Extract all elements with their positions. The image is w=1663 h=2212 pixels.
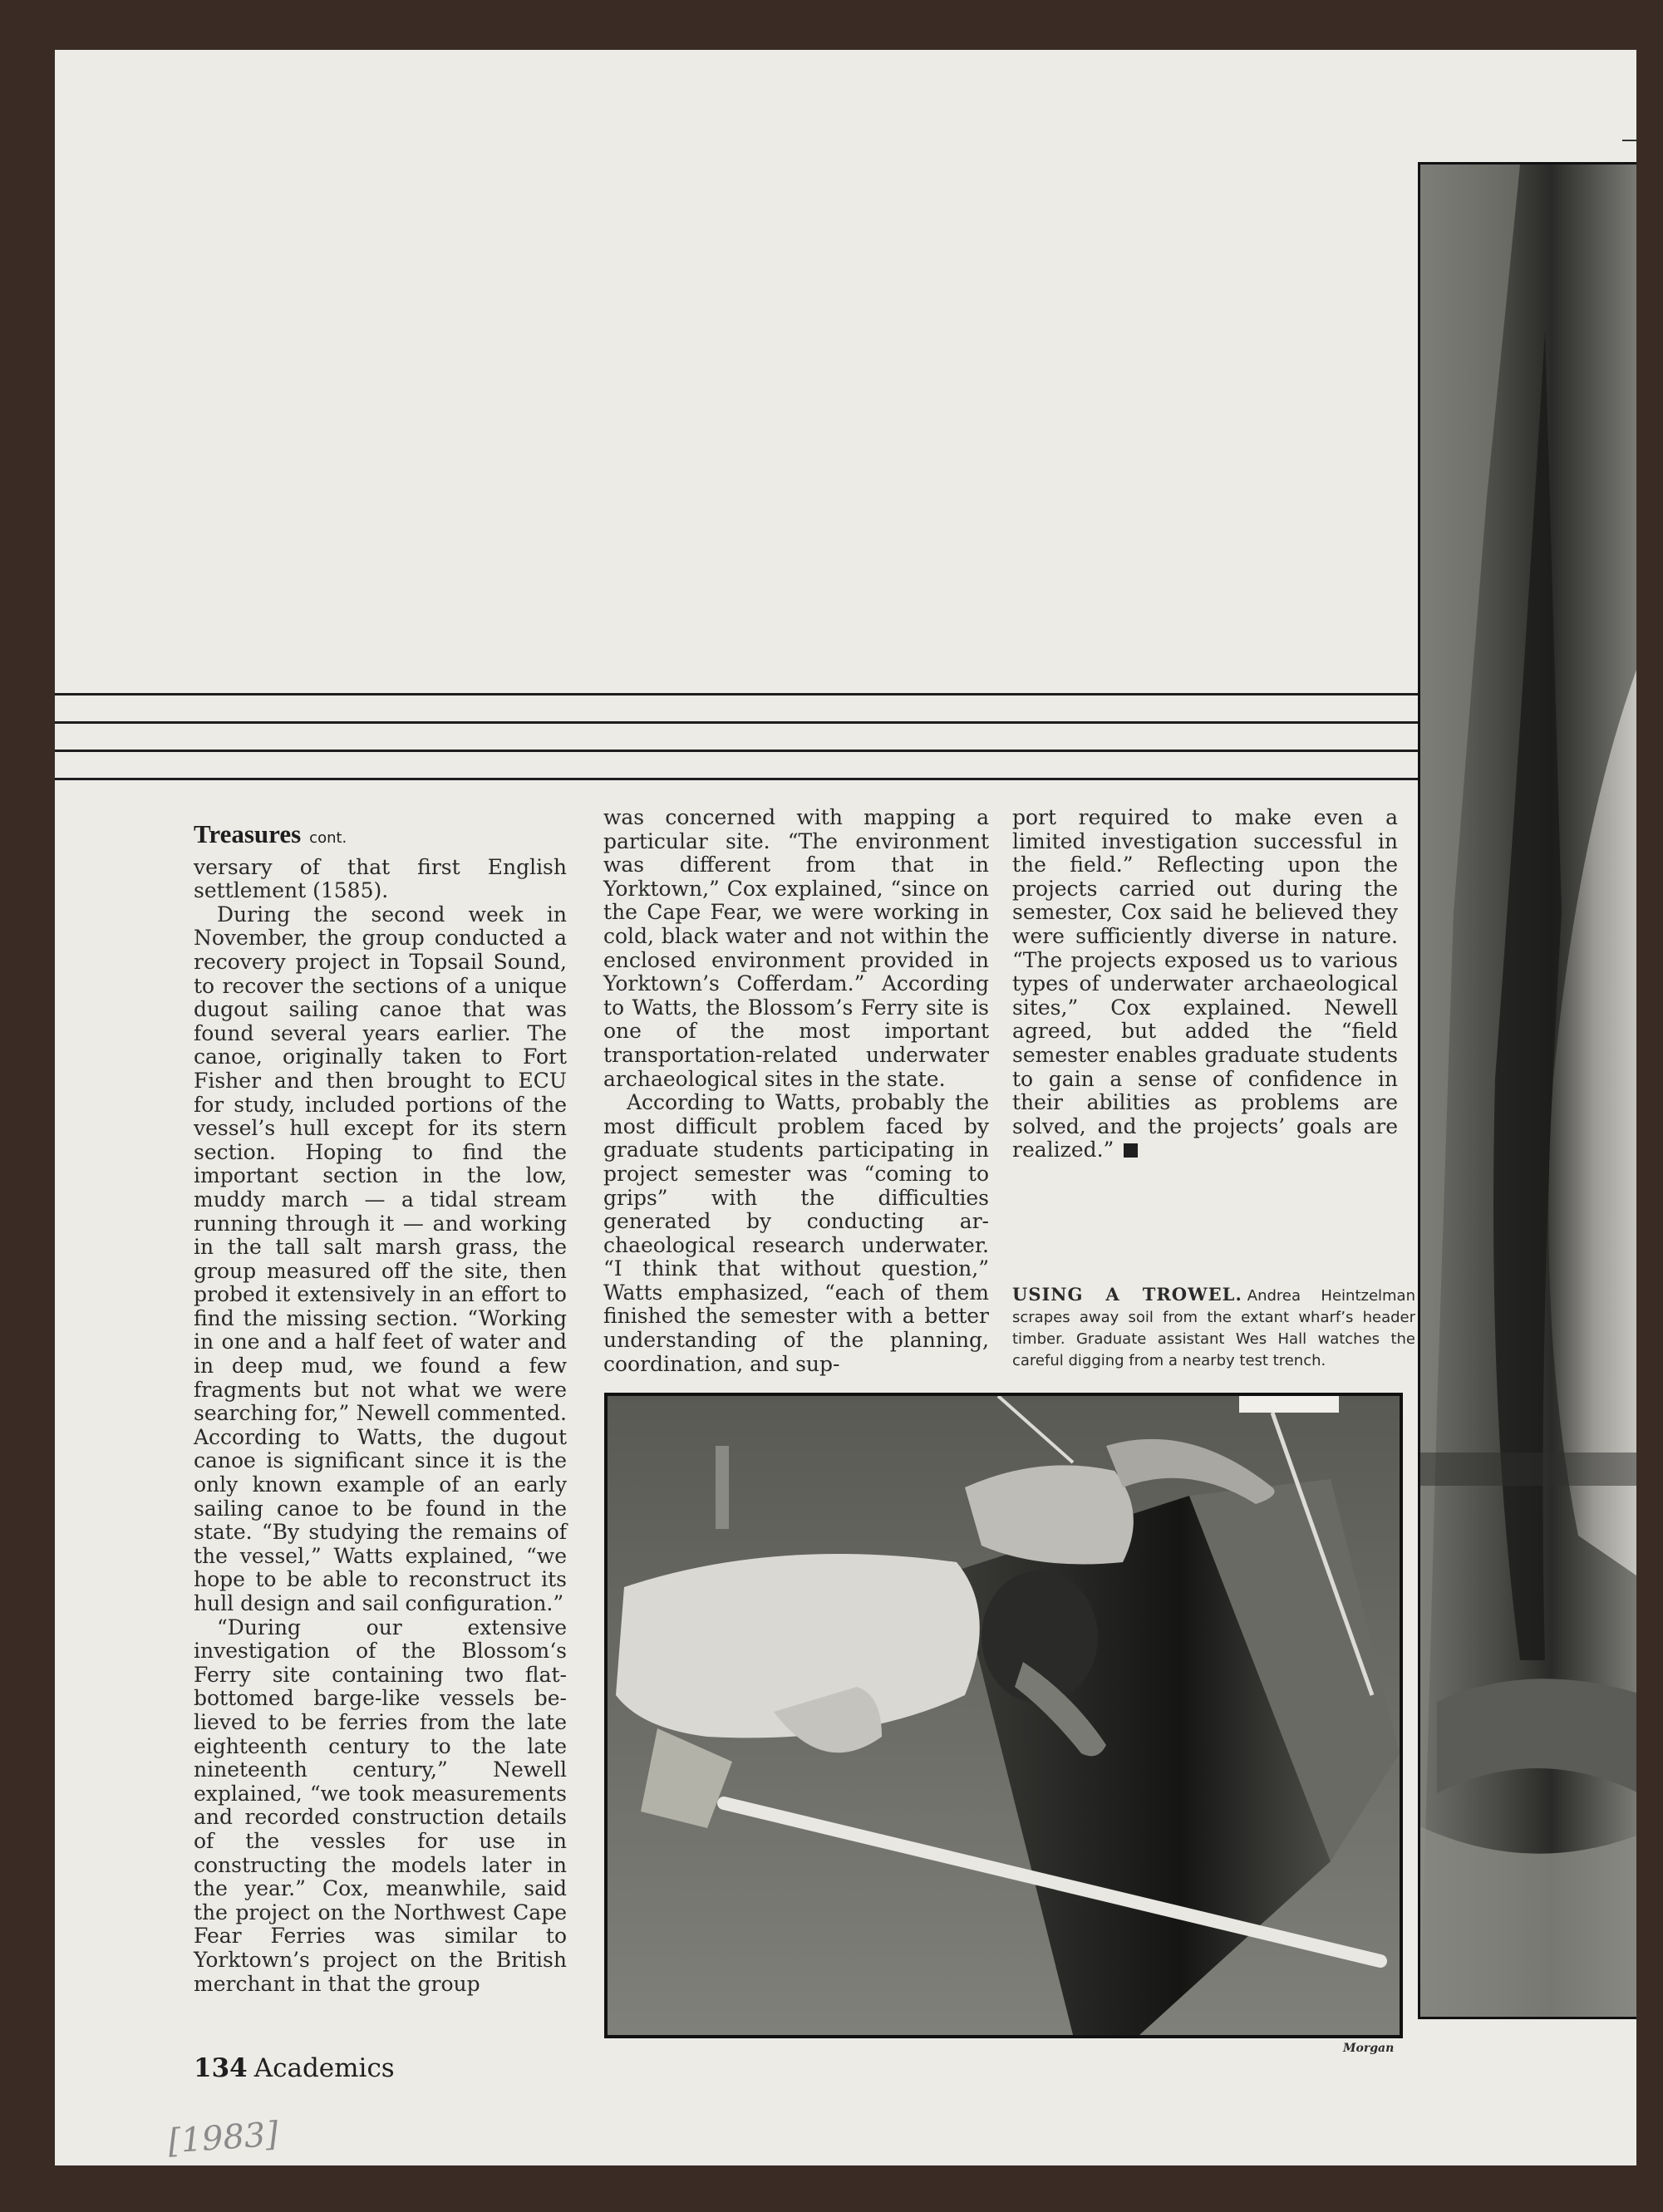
- caption-lead: USING A TROWEL.: [1012, 1284, 1242, 1305]
- article-column-2: [603, 806, 989, 1376]
- col2-paragraph-1: was concerned with mapping a particular site. “The environment was different from that in Yorktown,” Cox explained, “since on the Cape Fear, we were working in cold, black water and not within the enclosed environment provided in Yorktown’s Cofferdam.” According to Watts, the Blossom’s Ferry site is one of the most important transportation-related underwater archaeological sites in the state.: [603, 805, 989, 1091]
- page-number: 134: [194, 2053, 248, 2083]
- heading-text: Treasures: [194, 819, 302, 848]
- yearbook-page: [55, 50, 1636, 2165]
- col2-paragraph-2: According to Watts, probably the most difficult problem faced by graduate students participating in project semester was “coming to grips” with the difficulties generated by conducting archaeological research underwater. “I think that without question,” Watts emphasized, “each of them finished the semester with a better understanding of the planning, coordination, and sup-: [603, 1090, 989, 1376]
- excavation-image: [608, 1396, 1400, 2035]
- rule-3: [55, 750, 1421, 752]
- col3-paragraph-1-text: port required to make even a limited investigation successful in the field.” Reflecting upon the projects carried out during the semester, Cox said he believed they were sufficiently diverse in nature. “The projects exposed us to various types of underwater archaeological sites,” Cox explained. Newell agreed, but added the “field semester enables graduate students to gain a sense of confidence in their abilities as problems are solved, and the projects’ goals are realized.”: [1012, 805, 1398, 1163]
- edge-tick-mark: [1622, 140, 1636, 141]
- col1-paragraph-3: “During our extensive investigation of the Blossom‘s Ferry site containing two flat-bottomed barge-like vessels believed to be ferries from the late eighteenth century to the late nineteenth century,” Newell explained, “we took measurements and recorded construction details of the vessles for use in constructing the models later in the year.” Cox, meanwhile, said the project on the Northwest Cape Fear Ferries was similar to Yorktown’s project on the British merchant in that the group: [194, 1615, 567, 1996]
- rule-4: [55, 778, 1421, 780]
- handwritten-year-note: [1983]: [166, 2115, 280, 2161]
- heading-continued-label: cont.: [309, 829, 347, 847]
- trench-closeup-image: [1420, 165, 1636, 2019]
- lower-photo-excavation: [604, 1393, 1403, 2038]
- rule-2: [55, 721, 1421, 724]
- photo-credit: Morgan: [1343, 2042, 1395, 2055]
- col1-paragraph-2: During the second week in November, the group conducted a recovery project in Topsail Sound, to recover the sections of a unique dugout sailing canoe that was found several years earlier. The canoe, originally taken to Fort Fisher and then brought to ECU for study, included portions of the vessel’s hull except for its stern section. Hoping to find the important section in the low, muddy march — a tidal stream running through it — and working in the tall salt marsh grass, the group measured off the site, then probed it extensively in an effort to find the missing section. “Working in one and a half feet of water and in deep mud, we found a few fragments but not what we were searching for,” Newell commented. According to Watts, the dugout canoe is significant since it is the only known example of an early sailing canoe to be found in the state. “By studying the remains of the vessel,” Watts explained, “we hope to be able to reconstruct its hull design and sail configuration.”: [194, 902, 567, 1615]
- photo-caption: [1012, 1284, 1415, 1372]
- article-heading: [194, 819, 567, 851]
- caption-text: Andrea Heintzelman scrapes away soil from the extant wharf’s header timber. Graduate assistant Wes Hall watches the careful digging from a nearby test trench.: [1012, 1287, 1415, 1369]
- section-name: Academics: [253, 2053, 395, 2083]
- article-column-3: [1012, 806, 1398, 1163]
- page-folio: [194, 2053, 395, 2083]
- col3-paragraph-1: [1012, 806, 1398, 1163]
- article-column-1: [194, 819, 567, 1996]
- end-of-article-mark: [1124, 1143, 1138, 1158]
- col1-paragraph-1: versary of that first English settlement (1585).: [194, 854, 567, 903]
- rule-1: [55, 693, 1421, 696]
- right-photo-trench-closeup: [1418, 162, 1636, 2019]
